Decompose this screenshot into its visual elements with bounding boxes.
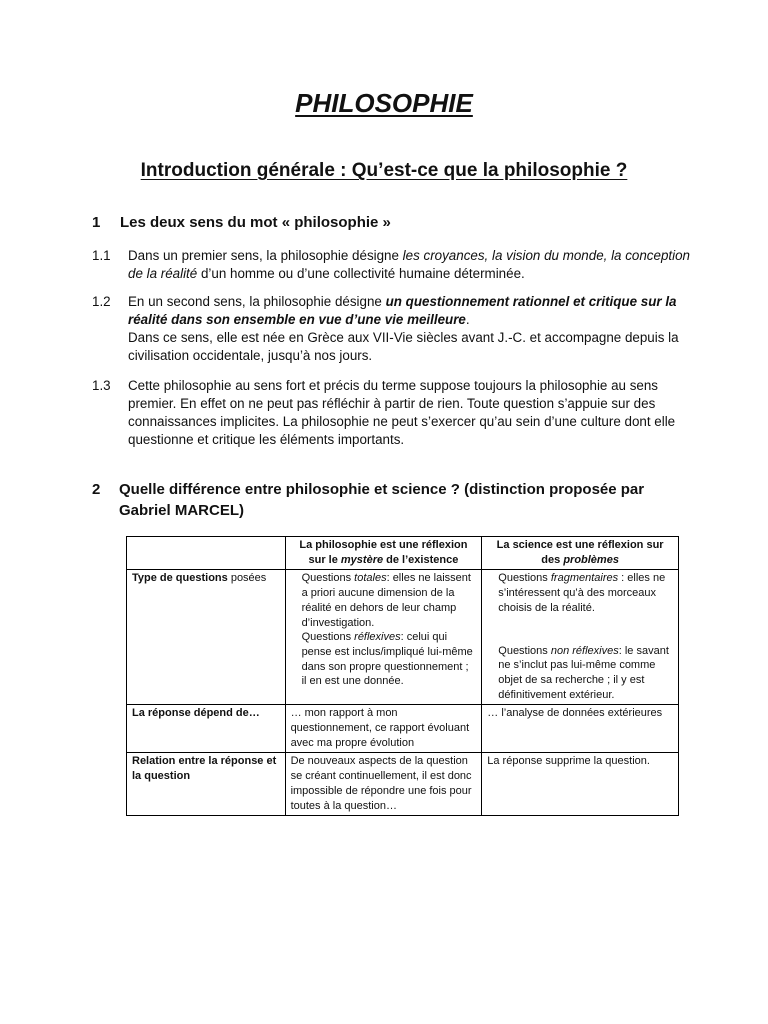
paragraph-1-3 xyxy=(92,377,692,449)
header-text: de l’existence xyxy=(383,553,459,566)
header-emphasis: problèmes xyxy=(563,553,619,566)
header-text: La philosophie est une réflexion sur le xyxy=(299,539,468,566)
cell-text: Questions xyxy=(301,631,355,644)
row-header-bold: Relation entre la réponse et la question xyxy=(132,755,277,783)
paragraph-number: 1.2 xyxy=(92,294,111,309)
cell-text: : celui qui pense est inclus/impliqué lui-même dans son propre questionnement ; il en est une donnée. xyxy=(301,631,473,688)
paragraph-text: En un second sens, la philosophie désigne xyxy=(128,294,386,309)
cell-text: : elles ne laissent a priori aucune dimension de la réalité en dehors de leur champ d’investigation. xyxy=(301,572,471,629)
table-row xyxy=(127,753,679,816)
table-header-science xyxy=(482,537,679,570)
page-subtitle: Introduction générale : Qu’est-ce que la philosophie ? xyxy=(140,160,628,181)
paragraph-emphasis: un questionnement rationnel et critique sur la réalité dans son ensemble en vue d’une vie meilleure xyxy=(128,294,677,327)
section-1-number: 1 xyxy=(92,214,101,231)
cell-text: : le savant ne s’inclut pas lui-même comme objet de sa recherche ; il y est définitivement extérieur. xyxy=(498,644,669,701)
cell-text: : elles ne s’intéressent qu’à des morceaux choisis de la réalité. xyxy=(498,572,666,614)
section-2-number: 2 xyxy=(92,481,101,498)
cell-emphasis: réflexives xyxy=(354,631,401,644)
cell-emphasis: fragmentaires xyxy=(550,572,619,585)
paragraph-text: Dans un premier sens, la philosophie désigne xyxy=(128,248,403,263)
cell-text: Questions xyxy=(301,572,355,585)
cell-philosophy-relation: De nouveaux aspects de la question se créant continuellement, il est donc impossible de répondre une fois pour toutes à la question… xyxy=(285,753,482,816)
cell-science-answer: … l’analyse de données extérieures xyxy=(482,705,679,753)
section-1-title: Les deux sens du mot « philosophie » xyxy=(120,214,391,231)
cell-science-relation: La réponse supprime la question. xyxy=(482,753,679,816)
cell-text: Questions xyxy=(498,644,551,657)
cell-emphasis: non réflexives xyxy=(550,644,619,657)
comparison-table xyxy=(126,536,679,816)
cell-philosophy-questions xyxy=(285,570,482,705)
section-2-heading xyxy=(92,479,692,521)
section-1-heading xyxy=(92,214,391,231)
paragraph-text: . xyxy=(465,312,470,327)
table-header-row xyxy=(127,537,679,570)
row-header-bold: La réponse dépend de… xyxy=(132,707,260,720)
table-header-philosophy xyxy=(285,537,482,570)
paragraph-text: Cette philosophie au sens fort et précis du terme suppose toujours la philosophie au sens premier. En effet on ne peut pas réfléchir à partir de rien. Toute question s’appuie sur des connaissances implicites. La philosophie ne peut s’exercer qu’au sein d’une culture dont elle questionne et critique les éléments importants. xyxy=(128,378,676,447)
page-title: PHILOSOPHIE xyxy=(295,88,473,118)
row-header-bold: Type de questions xyxy=(132,572,228,585)
paragraph-1-2 xyxy=(92,293,692,365)
cell-philosophy-answer: … mon rapport à mon questionnement, ce rapport évoluant avec ma propre évolution xyxy=(285,705,482,753)
cell-text: Questions xyxy=(498,572,551,585)
header-emphasis: mystère xyxy=(340,553,384,566)
table-header-empty xyxy=(127,537,286,570)
paragraph-number: 1.3 xyxy=(92,378,111,393)
row-header-relation xyxy=(127,753,286,816)
cell-emphasis: totales xyxy=(354,572,387,585)
section-2-title: Quelle différence entre philosophie et science ? (distinction proposée par Gabriel MARCEL) xyxy=(119,481,645,519)
paragraph-emphasis: les croyances, la vision du monde, la conception de la réalité xyxy=(128,248,690,281)
table-row xyxy=(127,570,679,705)
row-header-question-type xyxy=(127,570,286,705)
paragraph-text: Dans ce sens, elle est née en Grèce aux VII-Vie siècles avant J.-C. et accompagne depuis la civilisation occidentale, jusqu’à nos jours. xyxy=(128,330,679,363)
table-row xyxy=(127,705,679,753)
paragraph-1-1 xyxy=(92,247,692,283)
header-text: La science est une réflexion sur des xyxy=(496,539,664,566)
paragraph-number: 1.1 xyxy=(92,248,111,263)
paragraph-text: d’un homme ou d’une collectivité humaine déterminée. xyxy=(197,266,525,281)
row-header-text: posées xyxy=(227,572,267,585)
cell-science-questions xyxy=(482,570,679,705)
row-header-answer-depends xyxy=(127,705,286,753)
